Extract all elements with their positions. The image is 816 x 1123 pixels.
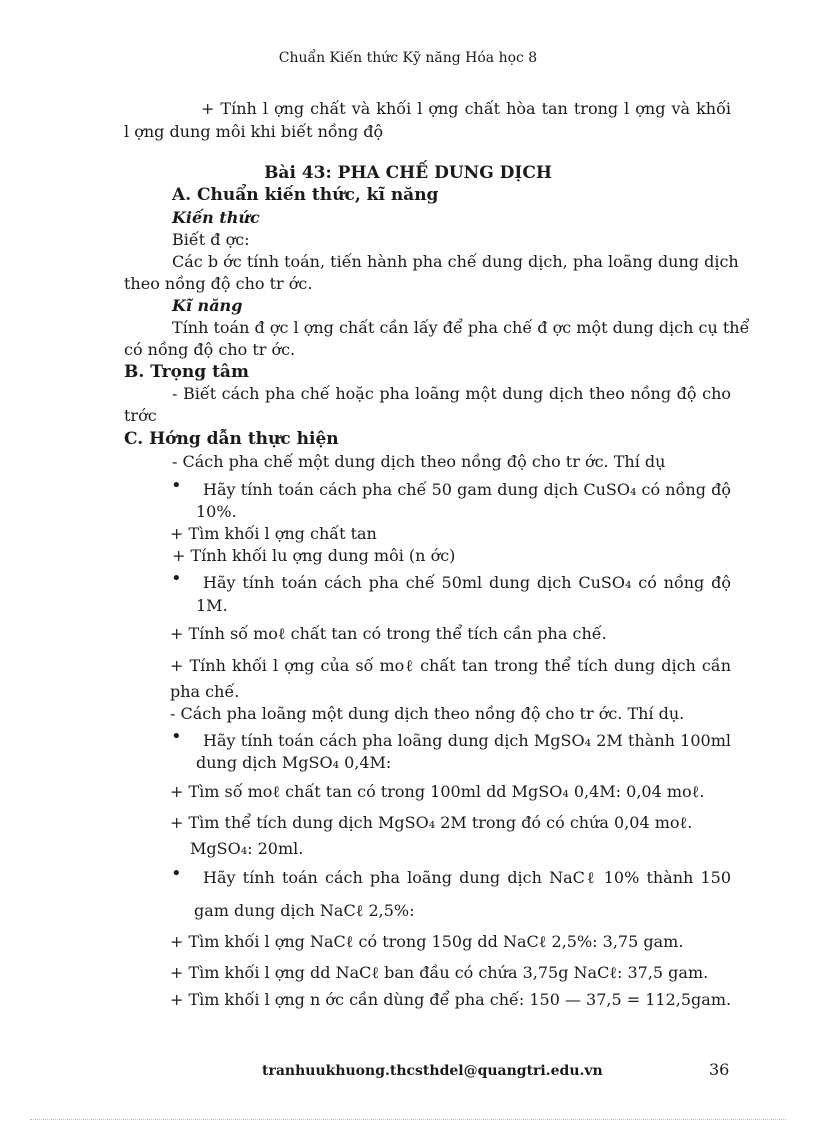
example-4-step-3: + Tìm khối l ợng n ớc cần dùng để pha chế: 150 — 37,5 = 112,5gam. xyxy=(170,990,732,1009)
example-2-line-1: Hãy tính toán cách pha chế 50ml dung dịch CuSO₄ có nồng độ xyxy=(203,573,731,592)
example-4-step-2: + Tìm khối l ợng dd NaCℓ ban đầu có chứa 3,75g NaCℓ: 37,5 gam. xyxy=(170,963,709,982)
example-1-line-2: 10%. xyxy=(196,502,237,521)
example-3-line-1: Hãy tính toán cách pha loãng dung dịch MgSO₄ 2M thành 100ml xyxy=(203,731,731,750)
example-4-line-2: gam dung dịch NaCℓ 2,5%: xyxy=(194,901,415,920)
bullet-icon: • xyxy=(171,475,182,496)
example-4-step-1: + Tìm khối l ợng NaCℓ có trong 150g dd NaCℓ 2,5%: 3,75 gam. xyxy=(170,932,684,951)
running-header: Chuẩn Kiến thức Kỹ năng Hóa học 8 xyxy=(278,50,538,66)
example-2-line-2: 1M. xyxy=(196,596,228,615)
lesson-title: Bài 43: PHA CHẾ DUNG DỊCH xyxy=(264,163,552,183)
example-2-step-2a: + Tính khối l ợng của số moℓ chất tan trong thể tích dung dịch cần xyxy=(170,656,731,675)
section-c-heading: C. Hớng dẫn thực hiện xyxy=(124,429,339,449)
intro-line-2: l ợng dung môi khi biết nồng độ xyxy=(124,122,384,141)
knowledge-text-2: theo nồng độ cho tr ớc. xyxy=(124,274,313,293)
example-1-step-1: + Tìm khối l ợng chất tan xyxy=(170,524,377,543)
section-b-heading: B. Trọng tâm xyxy=(124,362,249,382)
example-3-step-1: + Tìm số moℓ chất tan có trong 100ml dd MgSO₄ 0,4M: 0,04 moℓ. xyxy=(170,782,705,801)
method-2: - Cách pha loãng một dung dịch theo nồng độ cho tr ớc. Thí dụ. xyxy=(170,704,685,723)
knowledge-label: Kiến thức xyxy=(172,208,260,227)
example-2-step-2b: pha chế. xyxy=(170,682,240,701)
page-bottom-divider xyxy=(30,1119,786,1120)
footer-email: tranhuukhuong.thcsthdel@quangtri.edu.vn xyxy=(262,1063,603,1079)
bullet-icon: • xyxy=(171,863,182,884)
example-3-step-2a: + Tìm thể tích dung dịch MgSO₄ 2M trong đó có chứa 0,04 moℓ. xyxy=(170,813,693,832)
intro-line-1: + Tính l ợng chất và khối l ợng chất hòa tan trong l ợng và khối xyxy=(201,99,731,118)
section-a-heading: A. Chuẩn kiến thức, kĩ năng xyxy=(172,185,439,205)
bullet-icon: • xyxy=(171,726,182,747)
skill-label: Kĩ năng xyxy=(172,296,243,315)
example-1-step-2: + Tính khối lu ợng dung môi (n ớc) xyxy=(172,546,456,565)
section-b-text-1: - Biết cách pha chế hoặc pha loãng một dung dịch theo nồng độ cho xyxy=(172,384,731,403)
skill-text-1: Tính toán đ ợc l ợng chất cần lấy để pha chế đ ợc một dung dịch cụ thể xyxy=(172,318,750,337)
example-3-step-2b: MgSO₄: 20ml. xyxy=(190,839,304,858)
section-b-text-2: trớc xyxy=(124,406,157,425)
example-4-line-1: Hãy tính toán cách pha loãng dung dịch NaCℓ 10% thành 150 xyxy=(203,868,731,887)
example-1-line-1: Hãy tính toán cách pha chế 50 gam dung dịch CuSO₄ có nồng độ xyxy=(203,480,731,499)
page-number: 36 xyxy=(709,1060,730,1079)
example-2-step-1: + Tính số moℓ chất tan có trong thể tích cần pha chế. xyxy=(170,624,607,643)
knowledge-text-1: Các b ớc tính toán, tiến hành pha chế dung dịch, pha loãng dung dịch xyxy=(172,252,739,271)
method-1: - Cách pha chế một dung dịch theo nồng độ cho tr ớc. Thí dụ xyxy=(172,452,666,471)
example-3-line-2: dung dịch MgSO₄ 0,4M: xyxy=(196,753,392,772)
bullet-icon: • xyxy=(171,568,182,589)
skill-text-2: có nồng độ cho tr ớc. xyxy=(124,340,296,359)
knowledge-intro: Biết đ ợc: xyxy=(172,230,250,249)
